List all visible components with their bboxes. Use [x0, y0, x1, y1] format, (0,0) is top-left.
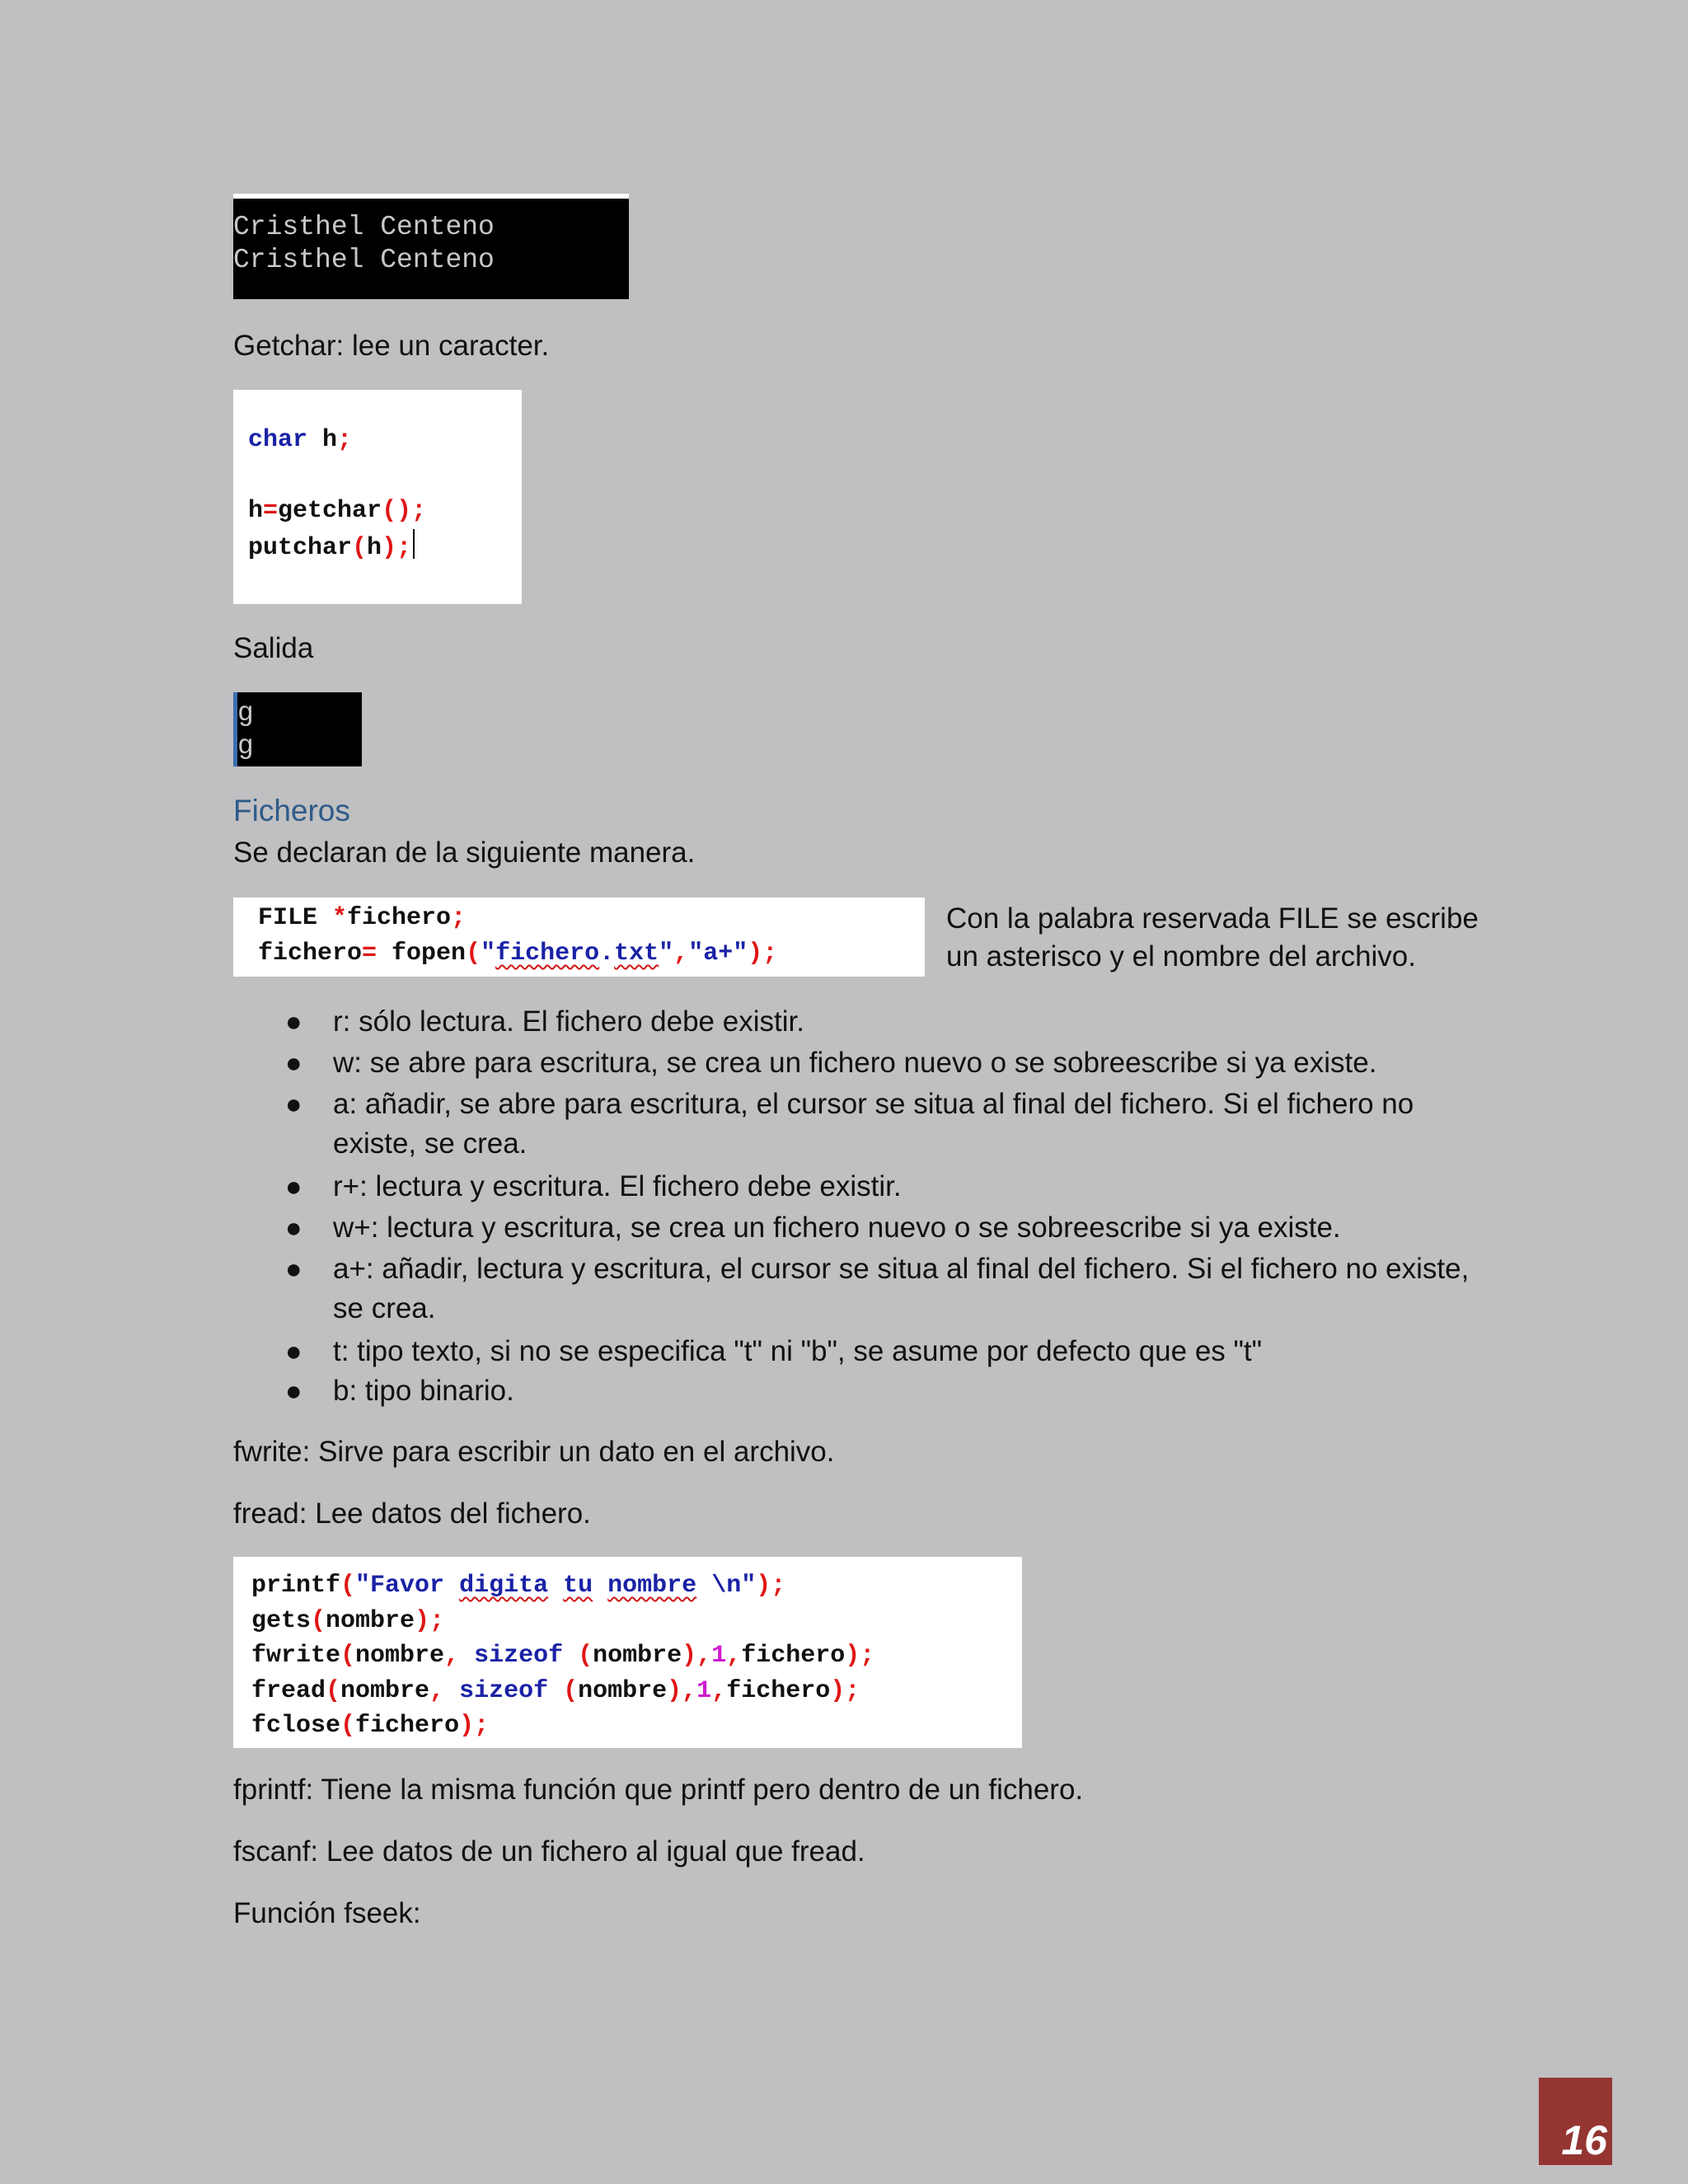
list-item [285, 1332, 1487, 1371]
fscanf-description: fscanf: Lee datos de un fichero al igual que fread. [233, 1835, 865, 1868]
fwrite-description: fwrite: Sirve para escribir un dato en el archivo. [233, 1436, 835, 1468]
side-note-line: Con la palabra reservada FILE se escribe [946, 902, 1479, 935]
bullet-icon: ● [285, 1212, 302, 1244]
code-token: , [726, 1642, 742, 1670]
code-token: nombre [593, 1642, 682, 1670]
code-token: ( [548, 1676, 579, 1705]
list-item-text: w: se abre para escritura, se crea un fichero nuevo o se sobreescribe si ya existe. [333, 1047, 1377, 1079]
code-token: fichero [258, 940, 363, 968]
list-item-text: existe, se crea. [333, 1127, 528, 1160]
code-line-blank [248, 458, 522, 494]
code-token: nombre [326, 1606, 415, 1635]
code-token: char [248, 426, 308, 454]
section-heading-ficheros: Ficheros [233, 794, 350, 827]
console-line: g [237, 698, 254, 729]
code-token: nombre [340, 1676, 430, 1705]
bullet-icon: ● [285, 1254, 302, 1285]
code-token: fichero [347, 904, 452, 932]
list-item-text: r+: lectura y escritura. El fichero debe existir. [333, 1170, 902, 1202]
code-token: * [332, 904, 348, 932]
code-token: ); [845, 1642, 875, 1670]
getchar-description: Getchar: lee un caracter. [233, 330, 550, 362]
bullet-icon: ● [285, 1171, 302, 1202]
bullet-icon: ● [285, 1047, 302, 1079]
code-token: . [599, 940, 615, 968]
code-token: nombre [578, 1676, 668, 1705]
list-item [285, 1167, 1487, 1208]
code-line [251, 1674, 1022, 1709]
code-line [248, 529, 522, 566]
code-token: = [362, 940, 377, 968]
list-item-text: a+: añadir, lectura y escritura, el cursor se situa al final del fichero. Si el fichero no existe, [333, 1253, 1470, 1285]
code-token: ( [311, 1606, 326, 1635]
list-item-text: a: añadir, se abre para escritura, el cursor se situa al final del fichero. Si el fichero no [333, 1088, 1414, 1120]
console-output-names [233, 194, 629, 299]
code-token: h [307, 426, 338, 454]
code-fwrite-fread [233, 1557, 1022, 1748]
list-item-text: w+: lectura y escritura, se crea un fichero nuevo o se sobreescribe si ya existe. [333, 1212, 1341, 1244]
code-token: ( [326, 1676, 341, 1705]
console-output-g [233, 692, 362, 766]
code-token: \n" [696, 1572, 757, 1600]
list-item-text: se crea. [333, 1292, 436, 1324]
code-line [248, 494, 522, 529]
code-token: getchar [278, 497, 382, 525]
code-token: FILE [258, 904, 333, 932]
code-token: sizeof [459, 1642, 564, 1670]
code-token: nombre [607, 1572, 697, 1600]
code-token: ( [563, 1642, 593, 1670]
code-token: gets [251, 1606, 312, 1635]
code-token: ), [667, 1676, 697, 1705]
code-token: fread [251, 1676, 326, 1705]
code-token: , [673, 940, 689, 968]
code-token [593, 1572, 607, 1600]
list-item [285, 1371, 1487, 1413]
code-token: , [444, 1642, 460, 1670]
page-number: 16 [1561, 2117, 1607, 2163]
code-token: fichero [741, 1642, 846, 1670]
code-token: tu [563, 1572, 593, 1600]
console-line: Cristhel Centeno [233, 212, 495, 242]
code-token: fichero [726, 1676, 831, 1705]
code-line [251, 1568, 1022, 1604]
list-item [285, 1249, 1487, 1332]
code-token: putchar [248, 534, 353, 562]
fread-description: fread: Lee datos del fichero. [233, 1497, 591, 1530]
code-token: ( [340, 1572, 356, 1600]
declare-description: Se declaran de la siguiente manera. [233, 837, 696, 869]
code-token: h [248, 497, 264, 525]
page-number-box [1539, 2078, 1612, 2165]
code-token: ); [830, 1676, 860, 1705]
code-token: ; [337, 426, 353, 454]
code-token: "Favor [355, 1572, 460, 1600]
salida-label: Salida [233, 632, 314, 664]
code-token: 1 [711, 1642, 727, 1670]
code-token: ( [340, 1712, 356, 1740]
fseek-heading: Función fseek: [233, 1897, 421, 1929]
code-token: ); [748, 940, 778, 968]
code-token: txt [614, 940, 659, 968]
code-line [258, 936, 925, 972]
list-item [285, 1208, 1487, 1249]
code-token: fclose [251, 1712, 341, 1740]
code-line [251, 1638, 1022, 1674]
code-token: ( [352, 534, 368, 562]
code-token: digita [459, 1572, 549, 1600]
code-token: ( [466, 940, 481, 968]
list-item-text: t: tipo texto, si no se especifica "t" ni "b", se asume por defecto que es "t" [333, 1335, 1263, 1367]
code-token: h [367, 534, 382, 562]
code-token: ); [382, 534, 412, 562]
code-token: , [429, 1676, 445, 1705]
code-token: " [481, 940, 496, 968]
code-token: ; [451, 904, 467, 932]
fprintf-description: fprintf: Tiene la misma función que printf pero dentro de un fichero. [233, 1774, 1084, 1806]
code-token: ( [340, 1642, 356, 1670]
code-line [251, 1708, 1022, 1744]
code-line [248, 423, 522, 458]
code-token [548, 1572, 563, 1600]
side-note-line: un asterisco y el nombre del archivo. [946, 940, 1416, 972]
code-token: ); [756, 1572, 786, 1600]
code-token: printf [251, 1572, 341, 1600]
list-item-text: b: tipo binario. [333, 1375, 514, 1407]
code-token: = [263, 497, 279, 525]
bullet-icon: ● [285, 1089, 302, 1120]
code-token: fichero [355, 1712, 460, 1740]
code-token: fwrite [251, 1642, 341, 1670]
code-token: fopen [377, 940, 467, 968]
code-line [258, 901, 925, 936]
code-token: , [711, 1676, 727, 1705]
console-line: Cristhel Centeno [233, 245, 495, 275]
code-file-declaration [233, 898, 925, 977]
code-line [251, 1604, 1022, 1639]
code-getchar [233, 390, 522, 604]
code-token: ); [415, 1606, 445, 1635]
code-token: " [659, 940, 674, 968]
code-token: 1 [696, 1676, 712, 1705]
code-token: ), [682, 1642, 712, 1670]
code-token: sizeof [444, 1676, 549, 1705]
list-item-text: r: sólo lectura. El fichero debe existir. [333, 1005, 804, 1038]
console-line: g [237, 731, 254, 762]
code-token: fichero [495, 940, 600, 968]
code-token: nombre [355, 1642, 445, 1670]
bullet-icon: ● [285, 1336, 302, 1367]
code-token: "a+" [688, 940, 748, 968]
file-mode-list [285, 1002, 1487, 1413]
bullet-icon: ● [285, 1006, 302, 1038]
list-item [285, 1085, 1487, 1167]
bullet-icon: ● [285, 1376, 302, 1407]
code-token: ); [459, 1712, 490, 1740]
list-item [285, 1002, 1487, 1043]
list-item [285, 1043, 1487, 1085]
text-cursor [413, 529, 415, 559]
code-token: (); [382, 497, 427, 525]
file-side-note [946, 900, 1479, 976]
